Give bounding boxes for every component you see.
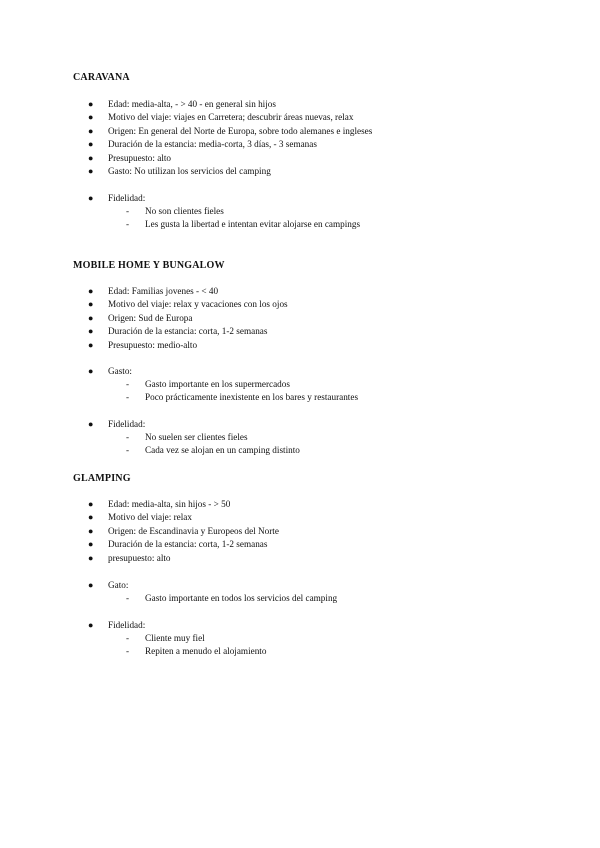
- mobile-home-fidelidad-label: [88, 418, 145, 431]
- sub-list-item-text: Cada vez se alojan en un camping distinto: [145, 445, 300, 456]
- list-item: [88, 152, 372, 165]
- glamping-gasto-label: [88, 579, 128, 592]
- sub-list-item-text: Gasto importante en los supermercados: [145, 379, 290, 389]
- dash-icon: -: [126, 432, 130, 442]
- list-item-text: Edad: Familias jovenes - < 40: [108, 286, 219, 296]
- bullet-icon: ●: [88, 620, 94, 630]
- bullet-icon: ●: [88, 339, 94, 350]
- glamping-fidelidad-sublist: [126, 632, 266, 659]
- bullet-icon: ●: [88, 326, 94, 337]
- list-item-text: Origen: de Escandinavia y Europeos del Norte: [108, 525, 279, 536]
- list-item-text: Presupuesto: medio-alto: [108, 339, 198, 350]
- sub-list-item-text: Gasto importante en todos los servicios del camping: [145, 593, 338, 603]
- list-item: [88, 298, 288, 311]
- group-label-text: Gato:: [108, 580, 129, 590]
- sub-list-item-text: No suelen ser clientes fieles: [145, 432, 248, 442]
- group-label-text: Gasto:: [108, 366, 132, 376]
- list-item-text: Duración de la estancia: corta, 1-2 semanas: [108, 326, 268, 337]
- sub-list-item-text: Poco prácticamente inexistente en los bares y restaurantes: [145, 392, 359, 403]
- list-item: [88, 498, 279, 511]
- list-item-text: Motivo del viaje: viajes en Carretera; descubrir áreas nuevas, relax: [108, 112, 354, 123]
- group-label-text: Fidelidad:: [108, 419, 146, 429]
- list-item: [88, 525, 279, 538]
- sub-list-item-text: Repiten a menudo el alojamiento: [145, 646, 267, 657]
- group-label-text: Fidelidad:: [108, 620, 146, 630]
- section-title-mobile-home: MOBILE HOME Y BUNGALOW: [73, 260, 225, 271]
- mobile-home-gasto-sublist: [126, 378, 358, 405]
- list-item: [88, 125, 372, 138]
- list-item: [88, 339, 288, 352]
- list-item: [88, 138, 372, 151]
- bullet-icon: ●: [88, 139, 94, 150]
- sub-list-item-text: Les gusta la libertad e intentan evitar alojarse en campings: [145, 219, 361, 230]
- glamping-bullet-list: [88, 498, 279, 565]
- bullet-icon: ●: [88, 112, 94, 123]
- dash-icon: -: [126, 392, 130, 403]
- sub-list-item: [126, 391, 358, 404]
- bullet-icon: ●: [88, 125, 94, 136]
- list-item-text: Duración de la estancia: media-corta, 3 días, - 3 semanas: [108, 139, 317, 150]
- bullet-icon: ●: [88, 419, 94, 429]
- dash-icon: -: [126, 219, 130, 230]
- section-title-caravana: CARAVANA: [73, 72, 130, 83]
- list-item-text: Motivo del viaje: relax: [108, 512, 192, 523]
- bullet-icon: ●: [88, 539, 94, 550]
- list-item-text: Duración de la estancia: corta, 1-2 semanas: [108, 539, 268, 550]
- mobile-home-gasto-label: [88, 365, 132, 378]
- list-item: [88, 165, 372, 178]
- sub-list-item: [126, 632, 266, 645]
- caravana-bullet-list: [88, 98, 372, 178]
- bullet-icon: ●: [88, 366, 94, 376]
- bullet-icon: ●: [88, 552, 94, 563]
- list-item: [88, 312, 288, 325]
- list-item-text: Origen: En general del Norte de Europa, sobre todo alemanes e ingleses: [108, 125, 373, 136]
- group-label-text: Fidelidad:: [108, 193, 146, 203]
- list-item-text: Presupuesto: alto: [108, 152, 172, 163]
- list-item-text: presupuesto: alto: [108, 552, 171, 563]
- list-item-text: Edad: media-alta, - > 40 - en general sin hijos: [108, 99, 276, 109]
- bullet-icon: ●: [88, 525, 94, 536]
- sub-list-item-text: Cliente muy fiel: [145, 633, 205, 643]
- sub-list-item: [126, 645, 266, 658]
- list-item: [88, 285, 288, 298]
- bullet-icon: ●: [88, 299, 94, 310]
- caravana-fidelidad-label: [88, 192, 145, 205]
- list-item: [88, 325, 288, 338]
- list-item-text: Motivo del viaje: relax y vacaciones con los ojos: [108, 299, 288, 310]
- list-item-text: Edad: media-alta, sin hijos - > 50: [108, 499, 231, 509]
- bullet-icon: ●: [88, 580, 94, 590]
- bullet-icon: ●: [88, 499, 94, 509]
- section-title-glamping: GLAMPING: [73, 473, 131, 484]
- dash-icon: -: [126, 445, 130, 456]
- dash-icon: -: [126, 379, 130, 389]
- list-item: [88, 111, 372, 124]
- bullet-icon: ●: [88, 312, 94, 323]
- mobile-home-bullet-list: [88, 285, 288, 352]
- bullet-icon: ●: [88, 193, 94, 203]
- sub-list-item: [126, 444, 300, 457]
- sub-list-item: [126, 431, 300, 444]
- sub-list-item: [126, 205, 360, 218]
- dash-icon: -: [126, 593, 130, 603]
- glamping-gasto-sublist: [126, 592, 337, 605]
- dash-icon: -: [126, 206, 130, 216]
- dash-icon: -: [126, 646, 130, 657]
- bullet-icon: ●: [88, 152, 94, 163]
- list-item: [88, 98, 372, 111]
- bullet-icon: ●: [88, 512, 94, 523]
- bullet-icon: ●: [88, 166, 94, 177]
- sub-list-item-text: No son clientes fieles: [145, 206, 224, 216]
- list-item-text: Gasto: No utilizan los servicios del camping: [108, 166, 271, 177]
- list-item: [88, 538, 279, 551]
- bullet-icon: ●: [88, 99, 94, 109]
- list-item: [88, 552, 279, 565]
- list-item-text: Origen: Sud de Europa: [108, 312, 193, 323]
- mobile-home-fidelidad-sublist: [126, 431, 300, 458]
- bullet-icon: ●: [88, 286, 94, 296]
- caravana-fidelidad-sublist: [126, 205, 360, 232]
- sub-list-item: [126, 218, 360, 231]
- glamping-fidelidad-label: [88, 619, 145, 632]
- list-item: [88, 511, 279, 524]
- sub-list-item: [126, 592, 337, 605]
- dash-icon: -: [126, 633, 130, 643]
- sub-list-item: [126, 378, 358, 391]
